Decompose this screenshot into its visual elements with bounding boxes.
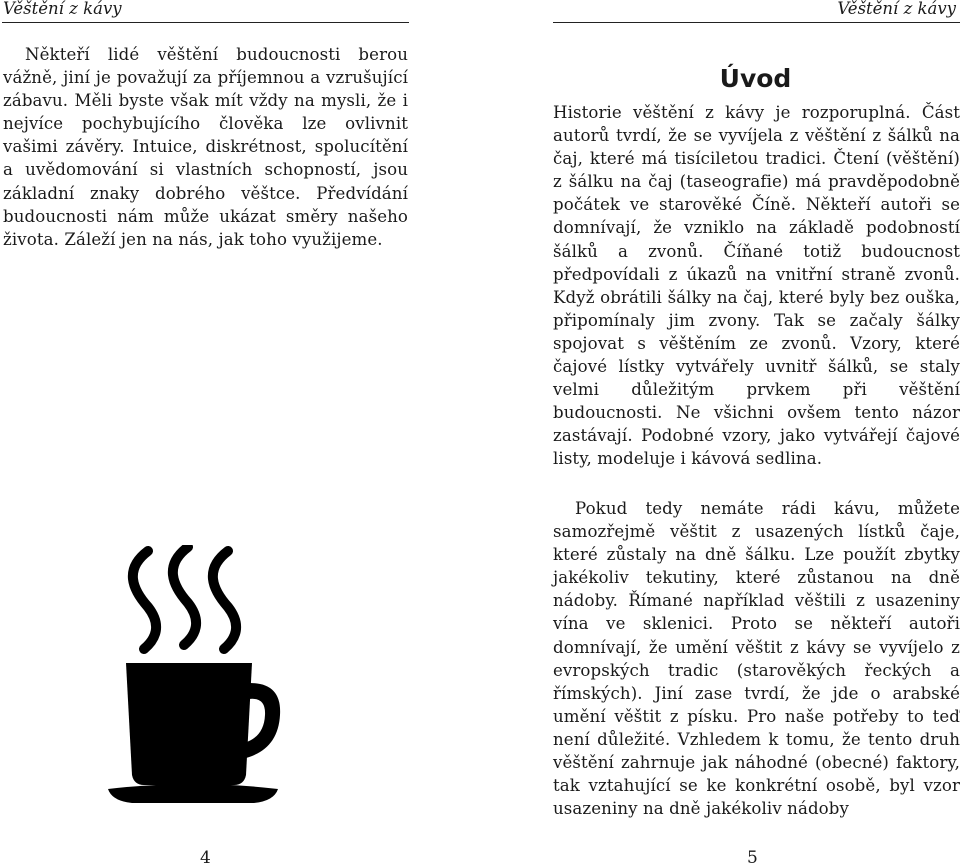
cup-body <box>126 663 252 785</box>
running-head-right: Věštění z kávy <box>837 0 956 18</box>
header-rule-right <box>553 22 960 23</box>
coffee-cup-icon <box>104 545 282 809</box>
body-paragraph-history: Historie věštění z kávy je rozporuplná. Část autorů tvrdí, že se vyvíjela z věštění z šálků na čaj, které má tisíciletou tradici. Čtení (věštění) z šálku na čaj (taseografie) má pravděpodobně počátek ve starověké Číně. Někteří autoři se domnívají, že vzniklo na základě podobností šálků a zvonů. Číňané totiž budoucnost předpovídali z úkazů na vnitřní straně zvonů. Když obrátili šálky na čaj, které byly bez ouška, připomínaly jim zvony. Tak se začaly šálky spojovat s věštěním ze zvonů. Vzory, které čajové lístky vytvářely uvnitř šálků, se staly velmi důležitým prvkem při věštění budoucnosti. Ne všichni ovšem tento názor zastávají. Podobné vzory, jako vytvářejí čajové listy, modeluje i kávová sedlina. <box>553 103 960 469</box>
section-title: Úvod <box>719 64 792 93</box>
page-number-left: 4 <box>200 848 211 868</box>
intro-paragraph: Někteří lidé věštění budoucnosti berou vážně, jiní je považují za příjemnou a vzrušující zábavu. Měli byste však mít vždy na mysli, že i nejvíce pochybujícího člověka lze ovlivnit vašimi závěry. Intuice, diskrétnost, spolucítění a uvědomování si vlastních schopností, jsou základní znaky dobrého věštce. Předvídání budoucnosti nám může ukázat směry našeho života. Záleží jen na nás, jak toho využijeme. <box>3 45 408 249</box>
steam-icon <box>133 547 236 649</box>
saucer <box>108 784 278 803</box>
header-rule-left <box>2 22 409 23</box>
right-page <box>480 0 960 867</box>
running-head-left: Věštění z kávy <box>3 0 122 18</box>
left-page <box>0 0 480 867</box>
body-paragraph-tea-leaves: Pokud tedy nemáte rádi kávu, můžete samozřejmě věštit z usazených lístků čaje, které zůstaly na dně šálku. Lze použít zbytky jakékoliv tekutiny, které zůstanou na dně nádoby. Římané například věštili z usazeniny vína ve sklenici. Proto se někteří autoři domnívají, že umění věštit z kávy se vyvíjelo z evropských tradic (starověkých řeckých a římských). Jiní zase tvrdí, že jde o arabské umění věštit z písku. Pro naše potřeby to teď není důležité. Vzhledem k tomu, že tento druh věštění zahrnuje jak náhodné (obecné) faktory, tak vztahující se ke konkrétní osobě, byl vzor usazeniny na dně jakékoliv nádoby <box>553 499 960 819</box>
page-number-right: 5 <box>747 848 758 868</box>
